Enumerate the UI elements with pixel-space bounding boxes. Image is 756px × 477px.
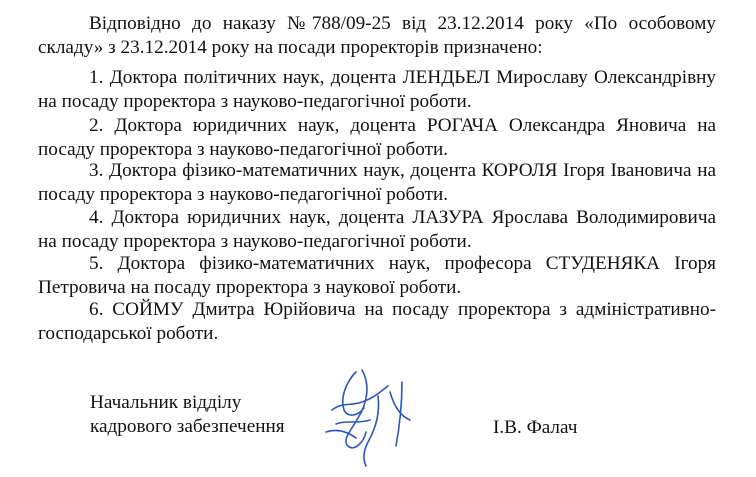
appointment-item-5: 5. Доктора фізико-математичних наук, професора СТУДЕНЯКА Ігоря Петровича на посаду проректора з наукової роботи. — [38, 253, 716, 298]
appointment-item-4: 4. Доктора юридичних наук, доцента ЛАЗУРА Ярослава Володимировича на посаду проректора з науково-педагогічної роботи. — [38, 207, 716, 252]
appointment-item-3: 3. Доктора фізико-математичних наук, доцента КОРОЛЯ Ігоря Івановича на посаду проректора з науково-педагогічної роботи. — [38, 160, 716, 205]
signatory-position — [90, 391, 285, 439]
appointment-item-2: 2. Доктора юридичних наук, доцента РОГАЧА Олександра Яновича на посаду проректора з науково-педагогічної роботи. — [38, 115, 716, 160]
signatory-position-line-2: кадрового забезпечення — [90, 416, 285, 437]
signatory-position-line-1: Начальник відділу — [90, 392, 242, 413]
appointment-item-6: 6. СОЙМУ Дмитра Юрійовича на посаду проректора з адміністративно-господарської роботи. — [38, 299, 716, 344]
order-intro-paragraph: Відповідно до наказу №788/09-25 від 23.12.2014 року «По особовому складу» з 23.12.2014 року на посади проректорів призначено: — [38, 13, 716, 58]
signatory-name: І.В. Фалач — [493, 417, 578, 438]
handwritten-signature — [318, 362, 428, 474]
appointment-item-1: 1. Доктора політичних наук, доцента ЛЕНДЬЕЛ Мирославу Олександрівну на посаду проректора з науково-педагогічної роботи. — [38, 67, 716, 112]
